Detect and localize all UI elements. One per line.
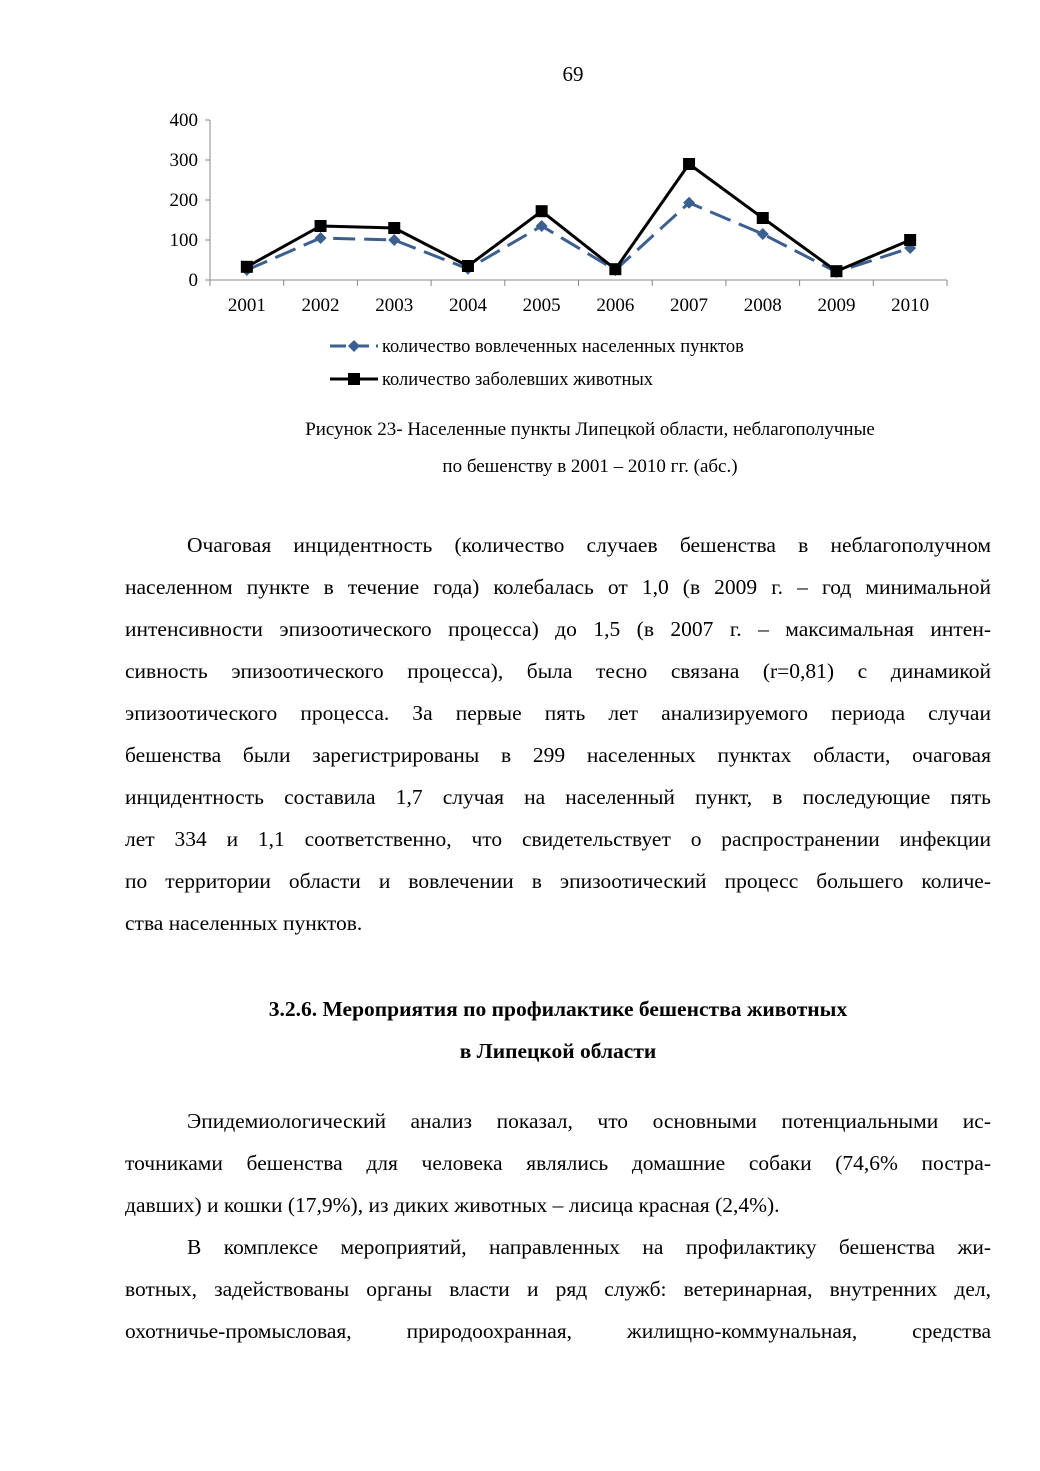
text-line: Эпидемиологический анализ показал, что основными потенциальными ис- [187,1109,991,1133]
legend-marker [348,373,360,385]
data-point [609,263,621,275]
series-line [247,164,910,271]
x-tick-label: 2003 [375,295,414,316]
x-tick-label: 2001 [227,295,266,316]
text-line: лет 334 и 1,1 соответственно, что свидетельствует о распространении инфекции [125,827,991,851]
text-line: сивность эпизоотического процесса), была тесно связана (r=0,81) с динамикой [125,659,991,683]
x-tick-label: 2009 [817,295,856,316]
section-heading-line1: 3.2.6. Мероприятия по профилактике бешенства животных [268,997,848,1021]
legend-label: количество вовлеченных населенных пунктов [382,337,744,357]
text-line: Очаговая инцидентность (количество случаев бешенства в неблагополучном [187,533,991,557]
text-line: точниками бешенства для человека являлись домашние собаки (74,6% постра- [125,1151,991,1175]
x-tick-label: 2004 [448,295,487,316]
data-point [462,260,474,272]
y-tick-label: 400 [169,110,198,131]
text-line: по территории области и вовлечении в эпизоотический процесс большего количе- [125,869,991,893]
data-point [388,222,400,234]
data-point [904,234,916,246]
y-tick-label: 0 [188,270,198,291]
figure-caption-line1: Рисунок 23- Населенные пункты Липецкой области, неблагополучные [305,419,875,440]
x-tick-label: 2007 [670,295,709,316]
text-line: инцидентность составила 1,7 случая на населенный пункт, в последующие пять [125,785,991,809]
text-line: давших) и кошки (17,9%), из диких животных – лисица красная (2,4%). [125,1193,780,1217]
data-point [683,158,695,170]
data-point [315,220,327,232]
text-line: бешенства были зарегистрированы в 299 населенных пунктах области, очаговая [125,743,991,767]
series-line [247,203,910,272]
y-tick-label: 300 [169,150,198,171]
data-point [830,265,842,277]
text-line: вотных, задействованы органы власти и ряд служб: ветеринарная, внутренних дел, [125,1277,991,1301]
line-chart [150,108,970,408]
paragraph-epidemiological-analysis [125,1100,991,1226]
legend-label: количество заболевших животных [382,370,654,390]
legend-marker [348,340,360,352]
x-tick-label: 2002 [301,295,340,316]
figure-caption-line2: по бешенству в 2001 – 2010 гг. (абс.) [442,456,738,477]
data-point [388,234,400,246]
paragraph-focal-incidence [125,524,991,944]
text-line: эпизоотического процесса. За первые пять лет анализируемого периода случаи [125,701,991,725]
page-number: 69 [562,62,584,86]
data-point [241,261,253,273]
x-tick-label: 2008 [743,295,782,316]
section-heading-line2: в Липецкой области [459,1039,657,1063]
x-tick-label: 2005 [522,295,561,316]
x-tick-label: 2006 [596,295,635,316]
text-line: населенном пункте в течение года) колебалась от 1,0 (в 2009 г. – год минимальной [125,575,991,599]
text-line: охотничье-промысловая, природоохранная, жилищно-коммунальная, средства [125,1319,991,1343]
data-point [757,212,769,224]
data-point [315,232,327,244]
data-point [536,205,548,217]
text-line: ства населенных пунктов. [125,911,363,935]
x-tick-label: 2010 [891,295,930,316]
data-point [757,228,769,240]
text-line: интенсивности эпизоотического процесса) до 1,5 (в 2007 г. – максимальная интен- [125,617,991,641]
text-line: В комплексе мероприятий, направленных на профилактику бешенства жи- [187,1235,991,1259]
paragraph-prevention-measures [125,1226,991,1352]
y-tick-label: 100 [169,230,198,251]
y-tick-label: 200 [169,190,198,211]
